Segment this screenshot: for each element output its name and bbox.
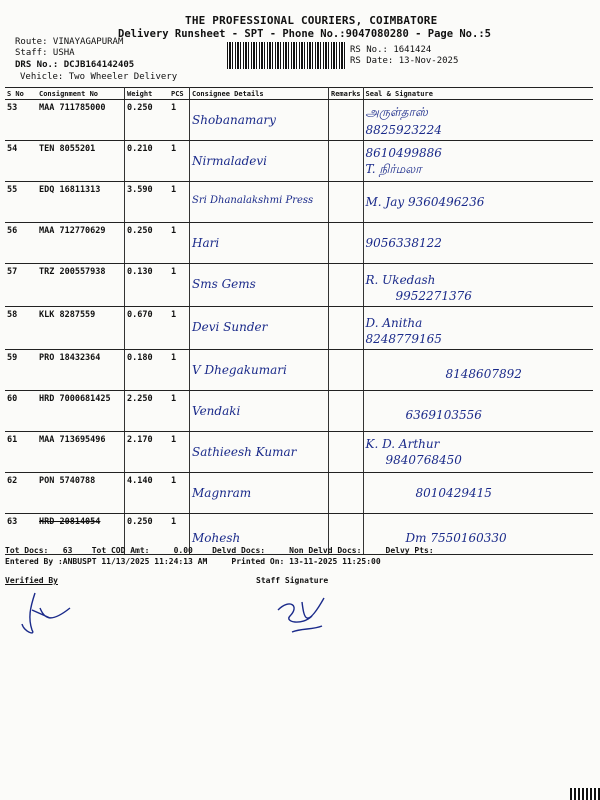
row-weight: 0.210 — [125, 141, 170, 182]
row-remarks — [329, 391, 364, 432]
col-sno: S No — [5, 88, 37, 100]
row-signature: D. Anitha — [365, 316, 423, 330]
row-consignment: EDQ 16811313 — [37, 182, 125, 223]
row-pcs: 1 — [169, 514, 190, 555]
delivery-table — [5, 87, 593, 555]
row-signature: அருள்தாஸ் — [365, 105, 428, 119]
row-consignment: PRO 18432364 — [37, 350, 125, 391]
table-row — [5, 141, 593, 182]
row-remarks — [329, 141, 364, 182]
row-signature: 8610499886 — [365, 146, 442, 160]
row-consignment: MAA 713695496 — [37, 432, 125, 473]
table-row — [5, 307, 593, 350]
row-remarks — [329, 350, 364, 391]
row-sno: 57 — [5, 264, 37, 307]
row-weight: 0.250 — [125, 100, 170, 141]
staff-signature-mark — [272, 592, 342, 642]
row-signature-extra: 9840768450 — [385, 453, 462, 467]
row-signature: 9056338122 — [365, 236, 442, 250]
row-weight: 0.130 — [125, 264, 170, 307]
row-weight: 0.670 — [125, 307, 170, 350]
row-remarks — [329, 432, 364, 473]
row-weight: 2.170 — [125, 432, 170, 473]
row-weight: 0.180 — [125, 350, 170, 391]
table-row — [5, 100, 593, 141]
row-pcs: 1 — [169, 100, 190, 141]
rs-number: RS No.: 1641424 — [350, 45, 432, 55]
route-label: Route: VINAYAGAPURAM — [15, 37, 124, 47]
row-weight: 2.250 — [125, 391, 170, 432]
row-sno: 63 — [5, 514, 37, 555]
row-pcs: 1 — [169, 391, 190, 432]
row-consignee: Nirmaladevi — [192, 154, 267, 168]
row-pcs: 1 — [169, 473, 190, 514]
row-pcs: 1 — [169, 141, 190, 182]
table-row — [5, 223, 593, 264]
row-signature-extra: 8248779165 — [365, 332, 442, 346]
row-pcs: 1 — [169, 182, 190, 223]
row-sno: 58 — [5, 307, 37, 350]
totals-line: Tot Docs: 63 Tot COD Amt: 0.00 Delvd Docs: Non Delvd Docs: Delvy Pts: — [5, 546, 434, 555]
table-row — [5, 432, 593, 473]
row-signature: K. D. Arthur — [365, 437, 440, 451]
row-signature-extra: 8825923224 — [365, 123, 442, 137]
vehicle-label: Vehicle: Two Wheeler Delivery — [20, 72, 178, 82]
row-pcs: 1 — [169, 432, 190, 473]
row-consignment: TRZ 200557938 — [37, 264, 125, 307]
row-consignee: Magnram — [192, 486, 252, 500]
runsheet-title: Delivery Runsheet - SPT - Phone No.:9047080280 - Page No.:5 — [118, 28, 491, 40]
row-pcs: 1 — [169, 223, 190, 264]
verifier-signature-mark — [10, 588, 80, 638]
table-row — [5, 473, 593, 514]
table-row — [5, 350, 593, 391]
row-weight: 3.590 — [125, 182, 170, 223]
row-remarks — [329, 182, 364, 223]
row-consignment: KLK 8287559 — [37, 307, 125, 350]
row-remarks — [329, 473, 364, 514]
row-remarks — [329, 307, 364, 350]
row-weight: 0.250 — [125, 514, 170, 555]
table-row — [5, 182, 593, 223]
company-name: THE PROFESSIONAL COURIERS, COIMBATORE — [185, 14, 438, 27]
row-sno: 59 — [5, 350, 37, 391]
col-remarks: Remarks — [329, 88, 364, 100]
row-consignee: Vendaki — [192, 404, 241, 418]
row-consignment: MAA 711785000 — [37, 100, 125, 141]
row-pcs: 1 — [169, 307, 190, 350]
col-pcs: PCS — [169, 88, 190, 100]
row-consignee: Hari — [192, 236, 220, 250]
row-weight: 0.250 — [125, 223, 170, 264]
row-consignment: MAA 712770629 — [37, 223, 125, 264]
barcode-image — [227, 42, 347, 69]
row-consignee: V Dhegakumari — [192, 363, 287, 377]
row-consignment: HRD 20814054 — [37, 514, 125, 555]
drs-number: DRS No.: DCJB164142405 — [15, 60, 135, 70]
row-consignee: Shobanamary — [192, 113, 276, 127]
row-sno: 54 — [5, 141, 37, 182]
row-signature-extra: 9952271376 — [395, 289, 472, 303]
row-consignee: Sathieesh Kumar — [192, 445, 297, 459]
table-row — [5, 264, 593, 307]
row-signature-extra: T. நிர்மலா — [365, 162, 422, 176]
col-weight: Weight — [125, 88, 170, 100]
staff-signature-label: Staff Signature — [256, 576, 329, 585]
col-consignment: Consignment No — [37, 88, 125, 100]
row-remarks — [329, 264, 364, 307]
row-consignee: Mohesh — [192, 531, 241, 545]
row-signature: 8010429415 — [415, 486, 492, 500]
row-consignment: TEN 8055201 — [37, 141, 125, 182]
row-signature: R. Ukedash — [365, 273, 436, 287]
row-sno: 55 — [5, 182, 37, 223]
table-header-row — [5, 88, 593, 100]
staff-label: Staff: USHA — [15, 48, 75, 58]
col-signature: Seal & Signature — [363, 88, 593, 100]
row-remarks — [329, 223, 364, 264]
row-consignment: HRD 7000681425 — [37, 391, 125, 432]
row-consignment: PON 5740788 — [37, 473, 125, 514]
entered-by-line: Entered By :ANBUSPT 11/13/2025 11:24:13 AM Printed On: 13-11-2025 11:25:00 — [5, 557, 381, 566]
row-remarks — [329, 100, 364, 141]
row-signature: M. Jay 9360496236 — [365, 195, 485, 209]
row-consignee: Sri Dhanalakshmi Press — [192, 195, 314, 206]
table-row — [5, 391, 593, 432]
row-pcs: 1 — [169, 350, 190, 391]
col-consignee: Consignee Details — [190, 88, 329, 100]
row-sno: 62 — [5, 473, 37, 514]
row-signature: Dm 7550160330 — [405, 531, 507, 545]
corner-mark — [570, 788, 600, 800]
row-sno: 60 — [5, 391, 37, 432]
row-signature: 6369103556 — [405, 408, 482, 422]
verified-by-label: Verified By — [5, 576, 58, 585]
row-consignee: Devi Sunder — [192, 320, 268, 334]
row-weight: 4.140 — [125, 473, 170, 514]
row-sno: 53 — [5, 100, 37, 141]
rs-date: RS Date: 13-Nov-2025 — [350, 56, 459, 66]
row-sno: 61 — [5, 432, 37, 473]
row-sno: 56 — [5, 223, 37, 264]
row-signature: 8148607892 — [445, 367, 522, 381]
row-consignee: Sms Gems — [192, 277, 256, 291]
row-pcs: 1 — [169, 264, 190, 307]
